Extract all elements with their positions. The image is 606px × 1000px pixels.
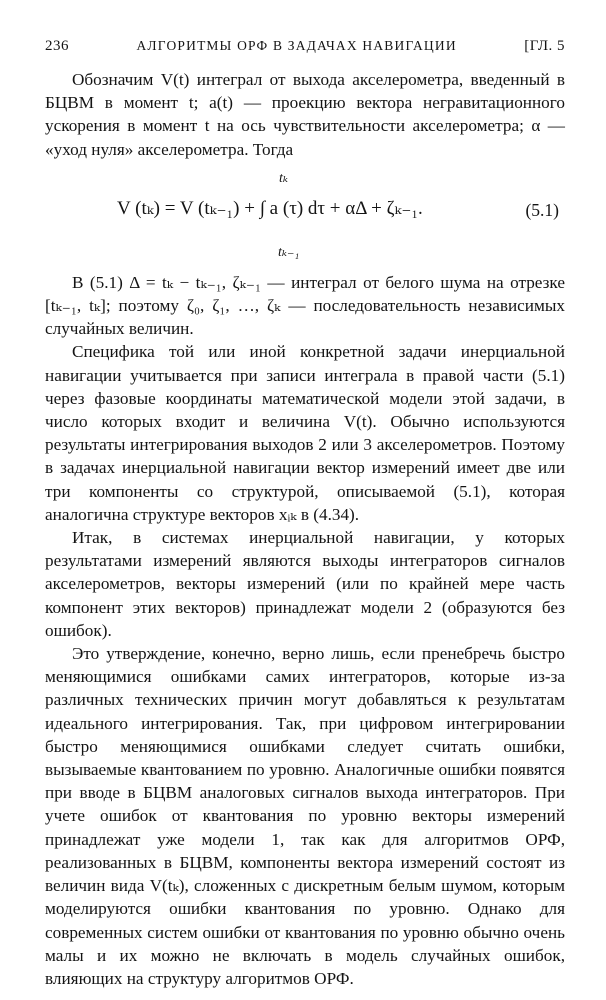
paragraph-3: Специфика той или иной конкретной задачи инерциальной навигации учитывается при записи интеграла в правой части (5.1) через фазовые координаты математической модели этой задачи, в число которых входит и величина V(t). Обычно используются результаты интегрирования выходов 2 или 3 акселерометров. Поэтому в задачах инерциальной навигации вектор измерений имеет две или три компоненты со структурой, описываемой (5.1), которая аналогична структуре векторов xᵢₖ в (4.34).: [45, 342, 565, 524]
text-body: [45, 68, 565, 990]
chapter-label: [ГЛ. 5: [524, 38, 565, 54]
paragraph-4: Итак, в системах инерциальной навигации, у которых результатами измерений являются выходы интеграторов сигналов акселерометров, векторы измерений (или по крайней мере часть компонент этих векторов) принадлежат модели 2 (образуются без ошибок).: [45, 528, 565, 640]
page: [45, 38, 565, 990]
equation-body: V (tₖ) = V (tₖ₋₁) + ∫ a (τ) dτ + αΔ + ζₖ₋₁.: [117, 197, 423, 219]
integral-lower-limit: tₖ₋₁: [278, 244, 300, 260]
integral-upper-limit: tₖ: [279, 170, 288, 186]
paragraph-2: В (5.1) Δ = tₖ − tₖ₋₁, ζₖ₋₁ — интеграл от белого шума на отрезке [tₖ₋₁, tₖ]; поэтому ζ₀, ζ₁, …, ζₖ — последовательность независимых случайных величин.: [45, 272, 565, 339]
page-number: 236: [45, 38, 69, 54]
running-title: АЛГОРИТМЫ ОРФ В ЗАДАЧАХ НАВИГАЦИИ: [136, 38, 457, 53]
paragraph-1: Обозначим V(t) интеграл от выхода акселерометра, введенный в БЦВМ в момент t; a(t) — проекцию вектора негравитационного ускорения в момент t на ось чувствительности акселерометра; α — «уход нуля» акселерометра. Тогда: [45, 70, 565, 159]
equation-number: (5.1): [525, 199, 559, 220]
paragraph-5: Это утверждение, конечно, верно лишь, если пренебречь быстро меняющимися ошибками самих интеграторов, которые из-за различных технических причин могут добавляться к результатам идеального интегрирования. Так, при цифровом интегрировании быстро меняющимися ошибками следует считать ошибки, вызываемые квантованием по уровню. Аналогичные ошибки появятся при вводе в БЦВМ аналоговых сигналов выхода интеграторов. При учете ошибок от квантования по уровню векторы измерений принадлежат уже модели 1, так как для алгоритмов ОРФ, реализованных в БЦВМ, компоненты вектора измерений состоят из величин вида V(tₖ), сложенных с дискретным белым шумом, которым моделируются ошибки квантования по уровню. Однако для современных систем ошибки от квантования по уровню обычно очень малы и их можно не включать в модель случайных ошибок, влияющих на структуру алгоритмов ОРФ.: [45, 644, 565, 988]
equation-5-1: [45, 163, 565, 267]
running-header: [45, 38, 565, 60]
